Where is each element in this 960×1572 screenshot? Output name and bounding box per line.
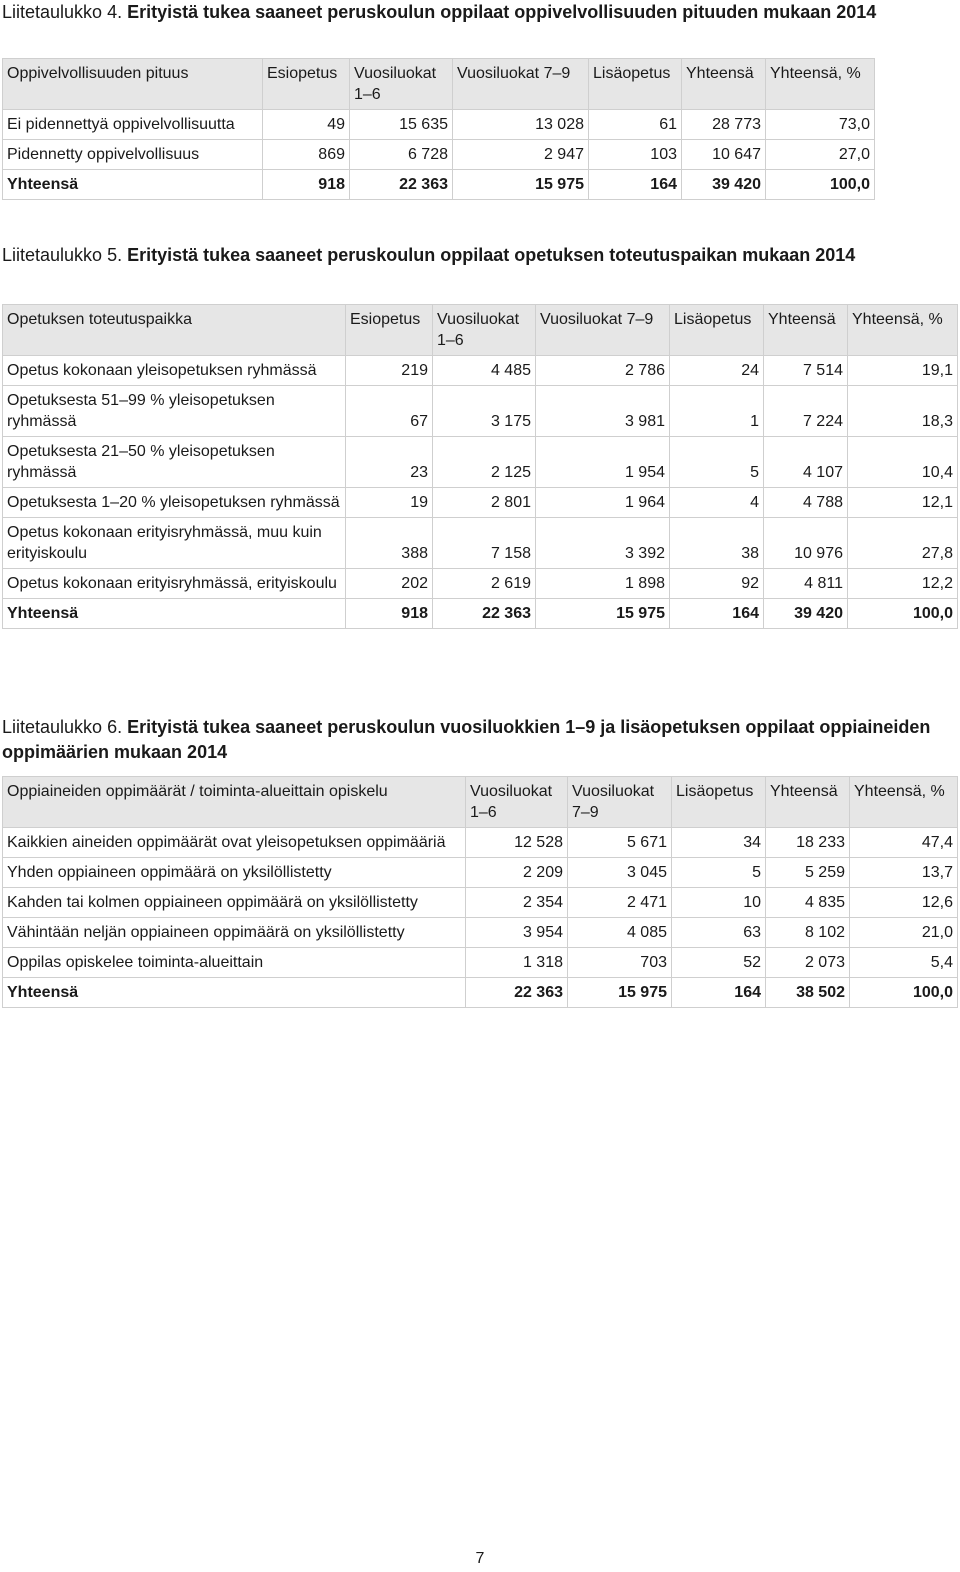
table-cell: 52 [672, 948, 766, 978]
table4-header-cell: Lisäopetus [589, 59, 682, 110]
table5-header [3, 305, 958, 356]
table-cell: Opetus kokonaan erityisryhmässä, muu kuin erityiskoulu [3, 518, 346, 569]
table-row [3, 140, 875, 170]
table-cell: Opetuksesta 51–99 % yleisopetuksen ryhmässä [3, 386, 346, 437]
table5-header-cell: Lisäopetus [670, 305, 764, 356]
table-cell: 22 363 [433, 599, 536, 629]
table-cell: 13,7 [850, 858, 958, 888]
table-cell: 61 [589, 110, 682, 140]
table-cell: 2 619 [433, 569, 536, 599]
table-row [3, 110, 875, 140]
table-cell: 38 502 [766, 978, 850, 1008]
table-cell: 18 233 [766, 828, 850, 858]
table-row [3, 488, 958, 518]
table-total-row [3, 978, 958, 1008]
table-cell: 6 728 [350, 140, 453, 170]
table-cell: 19,1 [848, 356, 958, 386]
table-cell: 27,8 [848, 518, 958, 569]
table-cell: 28 773 [682, 110, 766, 140]
table-cell: 1 318 [466, 948, 568, 978]
table-cell: 39 420 [764, 599, 848, 629]
table-cell: 2 801 [433, 488, 536, 518]
table-cell: 12,1 [848, 488, 958, 518]
table6-header [3, 777, 958, 828]
table-cell: Yhden oppiaineen oppimäärä on yksilöllistetty [3, 858, 466, 888]
table-row [3, 828, 958, 858]
table5-title: Erityistä tukea saaneet peruskoulun oppilaat opetuksen toteutuspaikan mukaan 2014 [127, 245, 856, 265]
table-cell: 164 [589, 170, 682, 200]
table-cell: 19 [346, 488, 433, 518]
table-cell: 8 102 [766, 918, 850, 948]
table-cell: 12 528 [466, 828, 568, 858]
table6 [2, 776, 958, 1008]
table6-header-cell: Yhteensä [766, 777, 850, 828]
table-cell: 92 [670, 569, 764, 599]
table-cell: 4 [670, 488, 764, 518]
table5-header-cell: Yhteensä, % [848, 305, 958, 356]
table-cell: 7 158 [433, 518, 536, 569]
table-cell: 49 [263, 110, 350, 140]
table-cell: Ei pidennettyä oppivelvollisuutta [3, 110, 263, 140]
table-cell: Kaikkien aineiden oppimäärät ovat yleisopetuksen oppimääriä [3, 828, 466, 858]
table-cell: Pidennetty oppivelvollisuus [3, 140, 263, 170]
table4-header-cell: Oppivelvollisuuden pituus [3, 59, 263, 110]
table-cell: 4 085 [568, 918, 672, 948]
table-cell: Yhteensä [3, 170, 263, 200]
table-cell: Oppilas opiskelee toiminta-alueittain [3, 948, 466, 978]
table6-title: Erityistä tukea saaneet peruskoulun vuosiluokkien 1–9 ja lisäopetuksen oppilaat oppiaineiden oppimäärien mukaan 2014 [2, 717, 931, 762]
table-row [3, 918, 958, 948]
table-cell: 2 471 [568, 888, 672, 918]
table4-title: Erityistä tukea saaneet peruskoulun oppilaat oppivelvollisuuden pituuden mukaan 2014 [127, 2, 877, 22]
table-cell: 202 [346, 569, 433, 599]
table-cell: 4 811 [764, 569, 848, 599]
table-cell: 918 [346, 599, 433, 629]
table4-header-cell: Vuosiluokat 7–9 [453, 59, 589, 110]
table-cell: Opetus kokonaan erityisryhmässä, erityiskoulu [3, 569, 346, 599]
table-row [3, 437, 958, 488]
table-cell: 3 392 [536, 518, 670, 569]
table-cell: 27,0 [766, 140, 875, 170]
page-number: 7 [475, 1550, 485, 1567]
table-row [3, 356, 958, 386]
table5-label: Liitetaulukko 5. [2, 245, 123, 265]
table-cell: 15 975 [568, 978, 672, 1008]
table-row [3, 858, 958, 888]
table-cell: Yhteensä [3, 599, 346, 629]
table-cell: 164 [672, 978, 766, 1008]
table-cell: 4 485 [433, 356, 536, 386]
table-cell: 3 954 [466, 918, 568, 948]
table-cell: 24 [670, 356, 764, 386]
table-cell: 7 224 [764, 386, 848, 437]
table-cell: 5 259 [766, 858, 850, 888]
table-cell: 13 028 [453, 110, 589, 140]
table4-header-cell: Esiopetus [263, 59, 350, 110]
table6-header-cell: Yhteensä, % [850, 777, 958, 828]
table-total-row [3, 599, 958, 629]
table-cell: 67 [346, 386, 433, 437]
table4 [2, 58, 875, 200]
table-cell: Opetuksesta 1–20 % yleisopetuksen ryhmässä [3, 488, 346, 518]
table-row [3, 888, 958, 918]
table-cell: 15 635 [350, 110, 453, 140]
table-cell: 100,0 [850, 978, 958, 1008]
table4-header-cell: Yhteensä [682, 59, 766, 110]
table-cell: 1 [670, 386, 764, 437]
table-cell: 388 [346, 518, 433, 569]
table-cell: 47,4 [850, 828, 958, 858]
table-row [3, 386, 958, 437]
table-cell: 12,2 [848, 569, 958, 599]
table4-label: Liitetaulukko 4. [2, 2, 123, 22]
table-cell: Kahden tai kolmen oppiaineen oppimäärä on yksilöllistetty [3, 888, 466, 918]
table-cell: 2 209 [466, 858, 568, 888]
table5-header-cell: Yhteensä [764, 305, 848, 356]
table-cell: Opetuksesta 21–50 % yleisopetuksen ryhmässä [3, 437, 346, 488]
table-cell: 22 363 [466, 978, 568, 1008]
table-cell: 100,0 [848, 599, 958, 629]
table-cell: 22 363 [350, 170, 453, 200]
table-cell: 23 [346, 437, 433, 488]
table-row [3, 948, 958, 978]
table-cell: 10 647 [682, 140, 766, 170]
table4-header [3, 59, 875, 110]
table-cell: 1 964 [536, 488, 670, 518]
table4-header-cell: Yhteensä, % [766, 59, 875, 110]
table-cell: 100,0 [766, 170, 875, 200]
table5-caption [2, 243, 958, 268]
table-cell: 5 [672, 858, 766, 888]
table-cell: 869 [263, 140, 350, 170]
table-cell: 38 [670, 518, 764, 569]
table5-header-cell: Esiopetus [346, 305, 433, 356]
table-cell: 34 [672, 828, 766, 858]
table-cell: 703 [568, 948, 672, 978]
table-cell: 18,3 [848, 386, 958, 437]
table-cell: Opetus kokonaan yleisopetuksen ryhmässä [3, 356, 346, 386]
table-cell: 10 976 [764, 518, 848, 569]
table6-header-cell: Lisäopetus [672, 777, 766, 828]
table6-header-cell: Vuosiluokat 1–6 [466, 777, 568, 828]
table-cell: 15 975 [453, 170, 589, 200]
table-cell: 10,4 [848, 437, 958, 488]
table-cell: 2 786 [536, 356, 670, 386]
table-cell: 918 [263, 170, 350, 200]
table-cell: 7 514 [764, 356, 848, 386]
table-cell: 2 354 [466, 888, 568, 918]
table-cell: 12,6 [850, 888, 958, 918]
table-cell: 103 [589, 140, 682, 170]
table5-header-cell: Opetuksen toteutuspaikka [3, 305, 346, 356]
table-row [3, 569, 958, 599]
table-cell: 10 [672, 888, 766, 918]
table-cell: 15 975 [536, 599, 670, 629]
table-cell: 5 [670, 437, 764, 488]
table-cell: 5 671 [568, 828, 672, 858]
table6-header-cell: Vuosiluokat 7–9 [568, 777, 672, 828]
table-cell: 4 835 [766, 888, 850, 918]
table-cell: 1 898 [536, 569, 670, 599]
table5 [2, 304, 958, 629]
table-cell: 63 [672, 918, 766, 948]
table-cell: 4 788 [764, 488, 848, 518]
table-cell: 4 107 [764, 437, 848, 488]
table-cell: Yhteensä [3, 978, 466, 1008]
table-cell: 39 420 [682, 170, 766, 200]
table-cell: 164 [670, 599, 764, 629]
table-cell: Vähintään neljän oppiaineen oppimäärä on yksilöllistetty [3, 918, 466, 948]
table4-caption [2, 0, 958, 25]
table-row [3, 518, 958, 569]
table-cell: 3 981 [536, 386, 670, 437]
table6-header-cell: Oppiaineiden oppimäärät / toiminta-alueittain opiskelu [3, 777, 466, 828]
table4-header-cell: Vuosiluokat 1–6 [350, 59, 453, 110]
table-cell: 73,0 [766, 110, 875, 140]
table6-label: Liitetaulukko 6. [2, 717, 123, 737]
table-cell: 219 [346, 356, 433, 386]
table5-header-cell: Vuosiluokat 1–6 [433, 305, 536, 356]
table5-header-cell: Vuosiluokat 7–9 [536, 305, 670, 356]
table-cell: 1 954 [536, 437, 670, 488]
table-cell: 3 045 [568, 858, 672, 888]
table6-caption [2, 715, 958, 765]
table-cell: 5,4 [850, 948, 958, 978]
table-total-row [3, 170, 875, 200]
table-cell: 2 125 [433, 437, 536, 488]
table-cell: 21,0 [850, 918, 958, 948]
table-cell: 2 947 [453, 140, 589, 170]
table-cell: 3 175 [433, 386, 536, 437]
table-cell: 2 073 [766, 948, 850, 978]
